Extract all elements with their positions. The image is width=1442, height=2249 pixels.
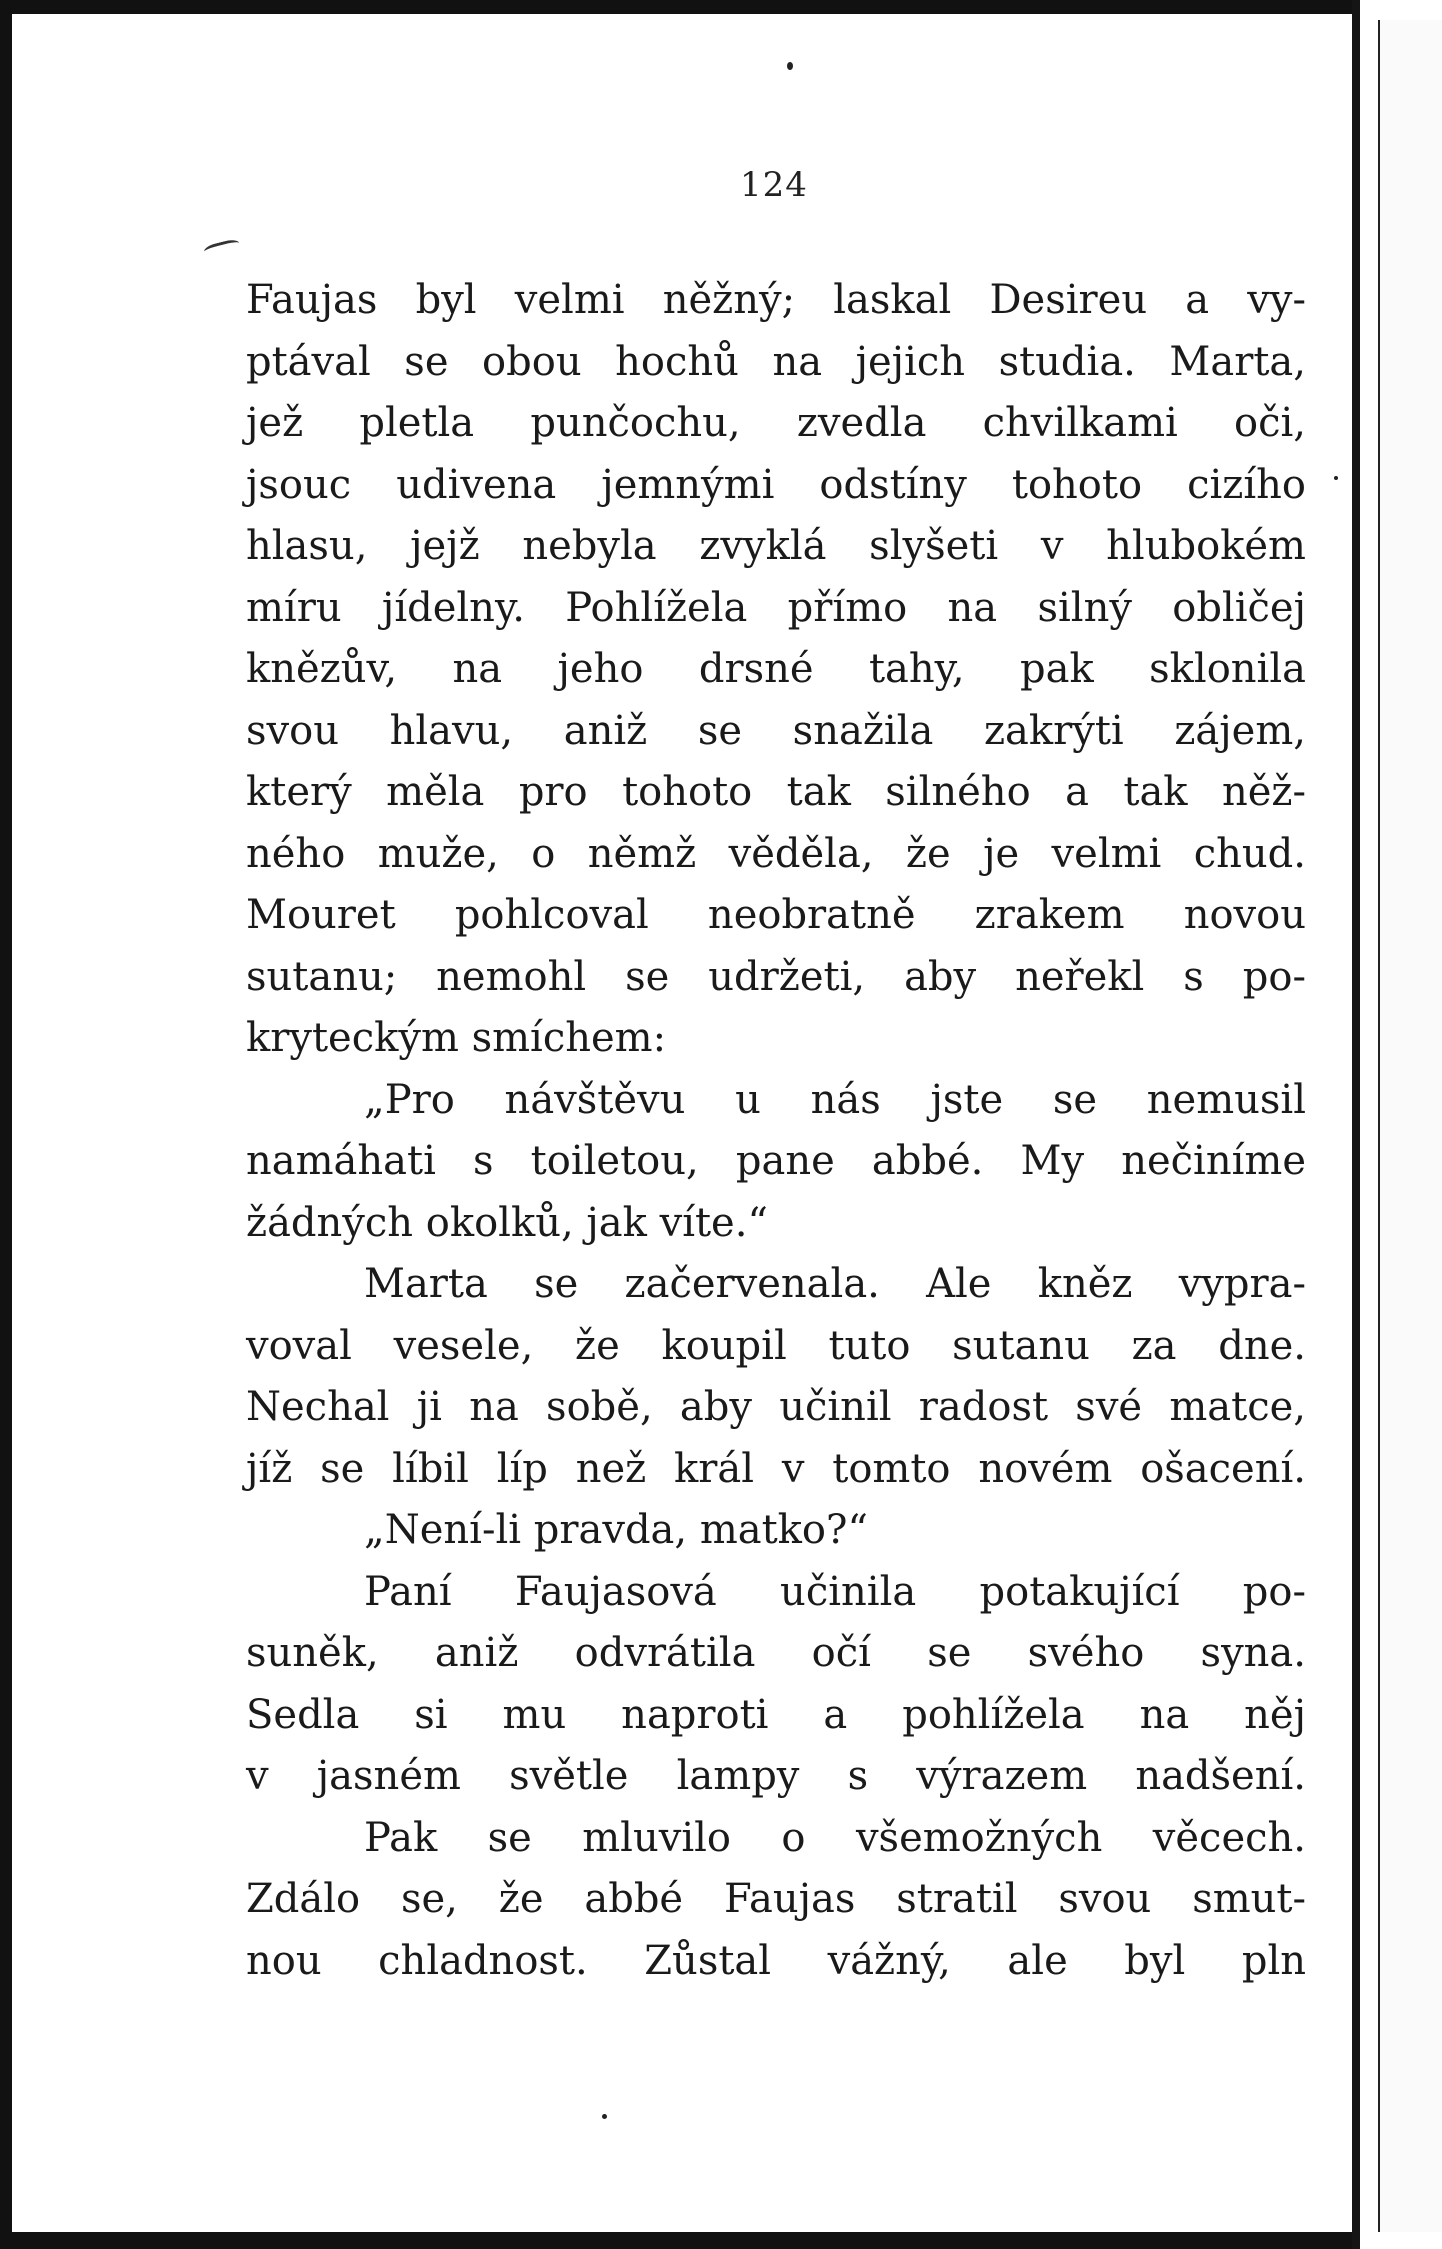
text-line: nou chladnost. Zůstal vážný, ale byl pln [246, 1937, 1306, 1984]
scan-border-bottom [0, 2232, 1442, 2249]
ink-speck-top [787, 62, 793, 70]
next-page-edge [1378, 20, 1442, 2232]
text-line: ného muže, o němž věděla, že je velmi chud. [246, 830, 1306, 877]
text-line: žádných okolků, jak víte.“ [246, 1199, 768, 1246]
text-line: který měla pro tohoto tak silného a tak něž- [246, 769, 1306, 815]
text-line: Mouret pohlcoval neobratně zrakem novou [246, 892, 1306, 938]
text-line: voval vesele, že koupil tuto sutanu za dne. [246, 1322, 1306, 1369]
pencil-mark [203, 238, 241, 259]
text-line: kryteckým smíchem: [246, 1015, 667, 1061]
text-line: jež pletla punčochu, zvedla chvilkami oči, [246, 400, 1306, 446]
ink-speck-right [1334, 476, 1338, 480]
page-number: 124 [740, 165, 808, 205]
page-body-text [246, 270, 1306, 1992]
text-line: namáhati s toiletou, pane abbé. My nečiníme [246, 1138, 1306, 1184]
text-line: suněk, aniž odvrátila očí se svého syna. [246, 1630, 1306, 1676]
text-line: v jasném světle lampy s výrazem nadšení. [246, 1753, 1306, 1799]
text-line: „Není-li pravda, matko?“ [364, 1507, 868, 1553]
text-line: ptával se obou hochů na jejich studia. Marta, [246, 338, 1306, 385]
text-line: jsouc udivena jemnými odstíny tohoto cizího [246, 461, 1306, 508]
text-line: Zdálo se, že abbé Faujas stratil svou smut- [246, 1876, 1306, 1922]
text-line: Nechal ji na sobě, aby učinil radost své matce, [246, 1384, 1306, 1430]
text-line: svou hlavu, aniž se snažila zakrýti zájem, [246, 707, 1306, 754]
text-line: Pak se mluvilo o všemožných věcech. [364, 1814, 1306, 1861]
scan-border-top [0, 0, 1442, 14]
text-line: Marta se začervenala. Ale kněz vypra- [364, 1261, 1306, 1307]
text-line: Faujas byl velmi něžný; laskal Desireu a vy- [246, 277, 1306, 323]
text-line: jíž se líbil líp než král v tomto novém ošacení. [246, 1445, 1306, 1492]
scan-border-right [1352, 0, 1360, 2249]
ink-speck-bottom [602, 2114, 607, 2119]
text-line: míru jídelny. Pohlížela přímo na silný obličej [246, 584, 1306, 631]
text-line: Paní Faujasová učinila potakující po- [364, 1568, 1306, 1615]
scan-border-left [0, 0, 12, 2249]
text-line: hlasu, jejž nebyla zvyklá slyšeti v hlubokém [246, 523, 1306, 569]
text-line: Sedla si mu naproti a pohlížela na něj [246, 1691, 1306, 1738]
text-line: „Pro návštěvu u nás jste se nemusil [364, 1076, 1306, 1123]
text-line: sutanu; nemohl se udržeti, aby neřekl s po- [246, 953, 1306, 1000]
text-line: knězův, na jeho drsné tahy, pak sklonila [246, 646, 1306, 692]
